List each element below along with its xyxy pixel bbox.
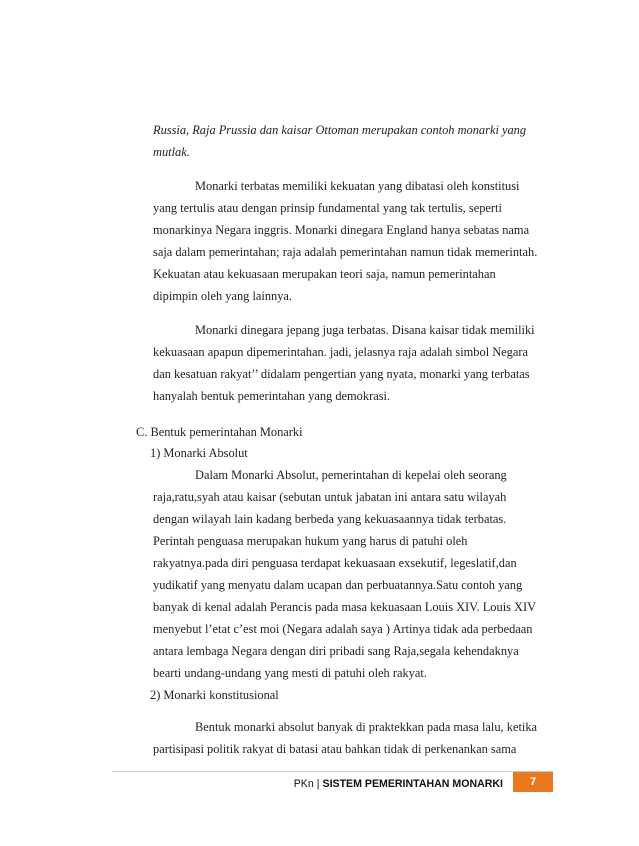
paragraph-3-line: dan kesatuan rakyat’’ didalam pengertian yang nyata, monarki yang terbatas — [153, 367, 530, 381]
paragraph-2-line: Monarki terbatas memiliki kekuatan yang dibatasi oleh konstitusi — [195, 179, 520, 193]
paragraph-4-line: rakyatnya.pada diri penguasa terdapat kekuasaan exsekutif, legeslatif,dan — [153, 556, 517, 570]
paragraph-2-line: saja dalam pemerintahan; raja adalah pemerintahan namun tidak memerintah. — [153, 245, 538, 259]
list-item-1-heading: 1) Monarki Absolut — [150, 446, 248, 460]
paragraph-2-line: monarkinya Negara inggris. Monarki dinegara England hanya sebatas nama — [153, 223, 530, 237]
page-number-badge: 7 — [513, 772, 553, 792]
paragraph-4-line: bearti undang-undang yang mesti di patuhi oleh rakyat. — [153, 666, 427, 680]
paragraph-4-line: Perintah penguasa merupakan hukum yang harus di patuhi oleh — [153, 534, 468, 548]
paragraph-1-line: mutlak. — [153, 145, 190, 159]
footer-subject: PKn — [293, 778, 314, 790]
footer-separator: | — [316, 778, 320, 790]
paragraph-4-line: dengan wilayah lain kadang berbeda yang kekuasaannya tidak terbatas. — [153, 512, 507, 526]
footer-label — [294, 777, 503, 791]
paragraph-2-line: dipimpin oleh yang lainnya. — [153, 289, 293, 303]
list-item-2-heading: 2) Monarki konstitusional — [150, 688, 279, 702]
paragraph-4-line: menyebut l’etat c’est moi (Negara adalah saya ) Artinya tidak ada perbedaan — [153, 622, 533, 636]
paragraph-3-line: Monarki dinegara jepang juga terbatas. Disana kaisar tidak memiliki — [195, 323, 535, 337]
section-heading-c: C. Bentuk pemerintahan Monarki — [136, 425, 303, 439]
paragraph-3-line: hanyalah bentuk pemerintahan yang demokrasi. — [153, 389, 391, 403]
paragraph-5-line: partisipasi politik rakyat di batasi atau bahkan tidak di perkenankan sama — [153, 742, 517, 756]
paragraph-4-line: raja,ratu,syah atau kaisar (sebutan untuk jabatan ini antara satu wilayah — [153, 490, 507, 504]
paragraph-4-line: Dalam Monarki Absolut, pemerintahan di kepelai oleh seorang — [195, 468, 507, 482]
paragraph-3-line: kekuasaan apapun dipemerintahan. jadi, jelasnya raja adalah simbol Negara — [153, 345, 529, 359]
paragraph-2-line: Kekuatan atau kekuasaan merupakan teori saja, namun pemerintahan — [153, 267, 496, 281]
paragraph-4-line: yudikatif yang menyatu dalam ucapan dan perbuatannya.Satu contoh yang — [153, 578, 523, 592]
footer-title: SISTEM PEMERINTAHAN MONARKI — [322, 778, 503, 790]
paragraph-4-line: antara lembaga Negara dengan diri pribadi sang Raja,segala kehendaknya — [153, 644, 519, 658]
paragraph-2-line: yang tertulis atau dengan prinsip fundamental yang tak tertulis, seperti — [153, 201, 502, 215]
paragraph-5-line: Bentuk monarki absolut banyak di praktekkan pada masa lalu, ketika — [195, 720, 538, 734]
paragraph-4-line: banyak di kenal adalah Perancis pada masa kekuasaan Louis XIV. Louis XIV — [153, 600, 537, 614]
paragraph-1-line: Russia, Raja Prussia dan kaisar Ottoman merupakan contoh monarki yang — [153, 123, 527, 137]
footer-divider — [112, 771, 553, 772]
